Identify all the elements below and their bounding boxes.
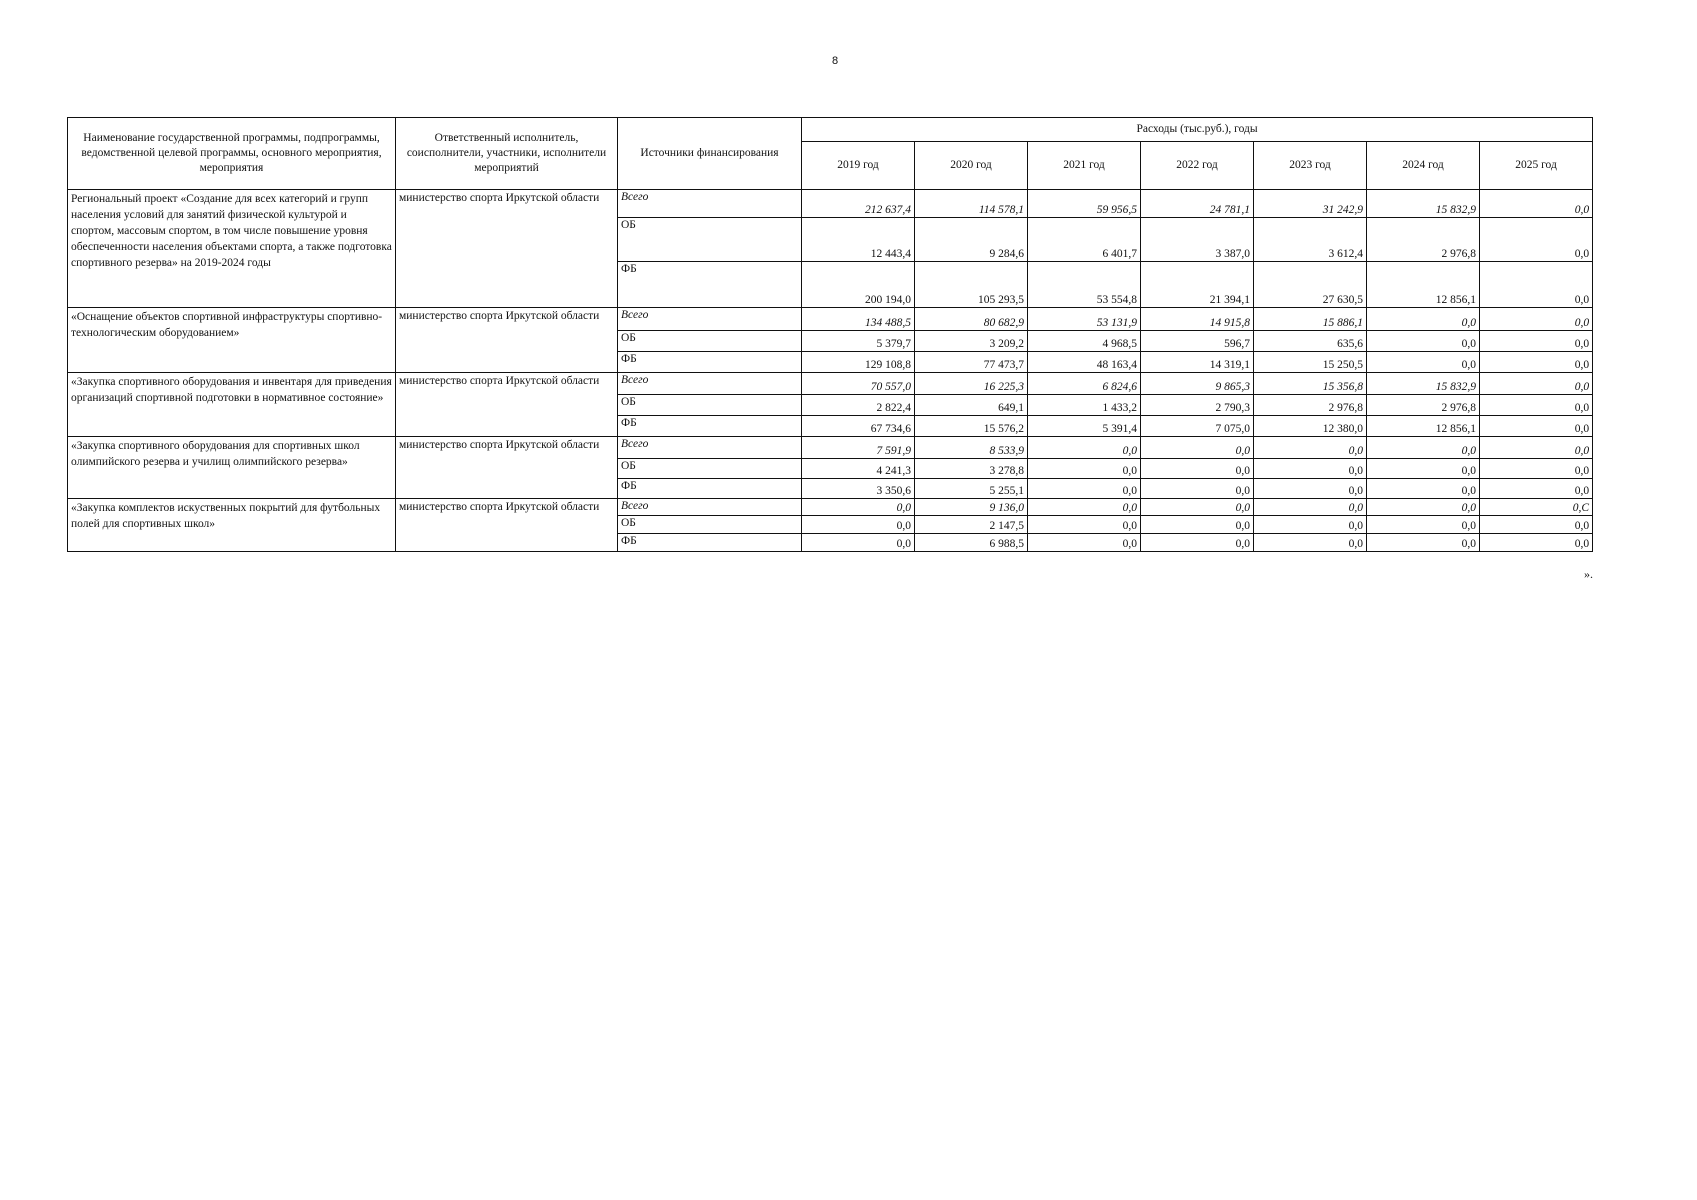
amount-cell-2019: 0,0 <box>802 534 915 552</box>
amount-cell-2024: 0,0 <box>1367 437 1480 459</box>
amount-cell-2020: 114 578,1 <box>915 190 1028 218</box>
amount-cell-2022: 3 387,0 <box>1141 218 1254 262</box>
amount-cell-2023: 3 612,4 <box>1254 218 1367 262</box>
funding-source-cell: Всего <box>618 437 802 459</box>
amount-cell-2024: 2 976,8 <box>1367 395 1480 416</box>
amount-cell-2020: 3 209,2 <box>915 331 1028 352</box>
amount-cell-2022: 0,0 <box>1141 459 1254 479</box>
amount-cell-2025: 0,0 <box>1480 479 1593 499</box>
table-row <box>68 190 1593 218</box>
amount-cell-2023: 0,0 <box>1254 499 1367 516</box>
funding-source-cell: ФБ <box>618 262 802 308</box>
amount-cell-2024: 12 856,1 <box>1367 416 1480 437</box>
program-name-cell: Региональный проект «Создание для всех категорий и групп населения условий для занятий физической культурой и спортом, массовым спортом, в том числе повышение уровня обеспеченности населения объектами спорта, а также подготовка спортивного резерва» на 2019-2024 годы <box>68 190 396 308</box>
amount-cell-2022: 0,0 <box>1141 516 1254 534</box>
header-expenses: Расходы (тыс.руб.), годы <box>802 118 1593 142</box>
amount-cell-2019: 2 822,4 <box>802 395 915 416</box>
closing-quote-mark: ». <box>1584 567 1593 581</box>
funding-source-cell: ФБ <box>618 479 802 499</box>
header-year-2020: 2020 год <box>915 142 1028 190</box>
amount-cell-2023: 2 976,8 <box>1254 395 1367 416</box>
amount-cell-2019: 12 443,4 <box>802 218 915 262</box>
executor-cell: министерство спорта Иркутской области <box>396 373 618 437</box>
amount-cell-2025: 0,0 <box>1480 459 1593 479</box>
amount-cell-2022: 9 865,3 <box>1141 373 1254 395</box>
amount-cell-2024: 0,0 <box>1367 516 1480 534</box>
table-row <box>68 308 1593 331</box>
amount-cell-2021: 48 163,4 <box>1028 352 1141 373</box>
header-year-2023: 2023 год <box>1254 142 1367 190</box>
funding-source-cell: Всего <box>618 373 802 395</box>
amount-cell-2023: 12 380,0 <box>1254 416 1367 437</box>
funding-source-cell: ОБ <box>618 331 802 352</box>
amount-cell-2025: 0,C <box>1480 499 1593 516</box>
amount-cell-2020: 2 147,5 <box>915 516 1028 534</box>
amount-cell-2024: 0,0 <box>1367 499 1480 516</box>
amount-cell-2022: 0,0 <box>1141 499 1254 516</box>
amount-cell-2019: 212 637,4 <box>802 190 915 218</box>
amount-cell-2023: 0,0 <box>1254 479 1367 499</box>
funding-source-cell: ОБ <box>618 395 802 416</box>
funding-source-cell: ФБ <box>618 352 802 373</box>
amount-cell-2023: 15 356,8 <box>1254 373 1367 395</box>
amount-cell-2021: 53 131,9 <box>1028 308 1141 331</box>
amount-cell-2024: 0,0 <box>1367 331 1480 352</box>
amount-cell-2020: 8 533,9 <box>915 437 1028 459</box>
header-year-2025: 2025 год <box>1480 142 1593 190</box>
amount-cell-2023: 0,0 <box>1254 437 1367 459</box>
funding-source-cell: Всего <box>618 499 802 516</box>
funding-source-cell: ФБ <box>618 534 802 552</box>
amount-cell-2021: 0,0 <box>1028 534 1141 552</box>
table-row <box>68 499 1593 516</box>
table-body <box>68 190 1593 552</box>
funding-source-cell: ФБ <box>618 416 802 437</box>
amount-cell-2019: 134 488,5 <box>802 308 915 331</box>
amount-cell-2021: 6 824,6 <box>1028 373 1141 395</box>
amount-cell-2020: 3 278,8 <box>915 459 1028 479</box>
amount-cell-2022: 24 781,1 <box>1141 190 1254 218</box>
amount-cell-2024: 2 976,8 <box>1367 218 1480 262</box>
funding-source-cell: Всего <box>618 190 802 218</box>
amount-cell-2022: 14 915,8 <box>1141 308 1254 331</box>
header-funding-source: Источники финансирования <box>618 118 802 190</box>
amount-cell-2020: 6 988,5 <box>915 534 1028 552</box>
amount-cell-2019: 200 194,0 <box>802 262 915 308</box>
amount-cell-2024: 12 856,1 <box>1367 262 1480 308</box>
amount-cell-2024: 0,0 <box>1367 459 1480 479</box>
amount-cell-2023: 27 630,5 <box>1254 262 1367 308</box>
executor-cell: министерство спорта Иркутской области <box>396 437 618 499</box>
amount-cell-2020: 16 225,3 <box>915 373 1028 395</box>
amount-cell-2025: 0,0 <box>1480 395 1593 416</box>
amount-cell-2020: 9 284,6 <box>915 218 1028 262</box>
amount-cell-2025: 0,0 <box>1480 534 1593 552</box>
amount-cell-2021: 1 433,2 <box>1028 395 1141 416</box>
amount-cell-2021: 0,0 <box>1028 499 1141 516</box>
amount-cell-2021: 0,0 <box>1028 516 1141 534</box>
amount-cell-2023: 15 250,5 <box>1254 352 1367 373</box>
amount-cell-2025: 0,0 <box>1480 331 1593 352</box>
program-name-cell: «Закупка спортивного оборудования для спортивных школ олимпийского резерва и училищ олимпийского резерва» <box>68 437 396 499</box>
program-name-cell: «Оснащение объектов спортивной инфраструктуры спортивно-технологическим оборудованием» <box>68 308 396 373</box>
amount-cell-2021: 0,0 <box>1028 479 1141 499</box>
amount-cell-2019: 3 350,6 <box>802 479 915 499</box>
budget-table <box>67 117 1593 552</box>
amount-cell-2024: 15 832,9 <box>1367 373 1480 395</box>
amount-cell-2023: 635,6 <box>1254 331 1367 352</box>
amount-cell-2022: 596,7 <box>1141 331 1254 352</box>
funding-source-cell: Всего <box>618 308 802 331</box>
table-row <box>68 373 1593 395</box>
page-number: 8 <box>831 55 839 67</box>
amount-cell-2019: 7 591,9 <box>802 437 915 459</box>
amount-cell-2022: 0,0 <box>1141 479 1254 499</box>
funding-source-cell: ОБ <box>618 218 802 262</box>
amount-cell-2019: 129 108,8 <box>802 352 915 373</box>
amount-cell-2021: 6 401,7 <box>1028 218 1141 262</box>
amount-cell-2024: 0,0 <box>1367 308 1480 331</box>
amount-cell-2022: 0,0 <box>1141 437 1254 459</box>
amount-cell-2025: 0,0 <box>1480 437 1593 459</box>
header-executor: Ответственный исполнитель, соисполнители, участники, исполнители мероприятий <box>396 118 618 190</box>
amount-cell-2023: 0,0 <box>1254 459 1367 479</box>
header-year-2019: 2019 год <box>802 142 915 190</box>
amount-cell-2025: 0,0 <box>1480 262 1593 308</box>
amount-cell-2024: 15 832,9 <box>1367 190 1480 218</box>
amount-cell-2025: 0,0 <box>1480 516 1593 534</box>
amount-cell-2020: 5 255,1 <box>915 479 1028 499</box>
header-year-2024: 2024 год <box>1367 142 1480 190</box>
amount-cell-2019: 4 241,3 <box>802 459 915 479</box>
amount-cell-2022: 14 319,1 <box>1141 352 1254 373</box>
executor-cell: министерство спорта Иркутской области <box>396 308 618 373</box>
amount-cell-2025: 0,0 <box>1480 190 1593 218</box>
program-name-cell: «Закупка комплектов искуственных покрытий для футбольных полей для спортивных школ» <box>68 499 396 552</box>
amount-cell-2025: 0,0 <box>1480 416 1593 437</box>
amount-cell-2024: 0,0 <box>1367 534 1480 552</box>
amount-cell-2022: 0,0 <box>1141 534 1254 552</box>
amount-cell-2023: 31 242,9 <box>1254 190 1367 218</box>
table-row <box>68 437 1593 459</box>
amount-cell-2020: 105 293,5 <box>915 262 1028 308</box>
funding-source-cell: ОБ <box>618 516 802 534</box>
amount-cell-2020: 77 473,7 <box>915 352 1028 373</box>
amount-cell-2023: 0,0 <box>1254 534 1367 552</box>
amount-cell-2020: 649,1 <box>915 395 1028 416</box>
amount-cell-2019: 70 557,0 <box>802 373 915 395</box>
amount-cell-2021: 4 968,5 <box>1028 331 1141 352</box>
amount-cell-2021: 5 391,4 <box>1028 416 1141 437</box>
amount-cell-2021: 0,0 <box>1028 459 1141 479</box>
amount-cell-2020: 80 682,9 <box>915 308 1028 331</box>
program-name-cell: «Закупка спортивного оборудования и инвентаря для приведения организаций спортивной подготовки в нормативное состояние» <box>68 373 396 437</box>
amount-cell-2019: 0,0 <box>802 516 915 534</box>
header-program-name: Наименование государственной программы, подпрограммы, ведомственной целевой программы, основного мероприятия, мероприятия <box>68 118 396 190</box>
amount-cell-2021: 0,0 <box>1028 437 1141 459</box>
amount-cell-2022: 2 790,3 <box>1141 395 1254 416</box>
amount-cell-2021: 59 956,5 <box>1028 190 1141 218</box>
amount-cell-2020: 15 576,2 <box>915 416 1028 437</box>
executor-cell: министерство спорта Иркутской области <box>396 190 618 308</box>
amount-cell-2019: 0,0 <box>802 499 915 516</box>
header-year-2022: 2022 год <box>1141 142 1254 190</box>
amount-cell-2023: 15 886,1 <box>1254 308 1367 331</box>
amount-cell-2025: 0,0 <box>1480 308 1593 331</box>
funding-source-cell: ОБ <box>618 459 802 479</box>
amount-cell-2021: 53 554,8 <box>1028 262 1141 308</box>
amount-cell-2022: 21 394,1 <box>1141 262 1254 308</box>
amount-cell-2024: 0,0 <box>1367 479 1480 499</box>
amount-cell-2025: 0,0 <box>1480 352 1593 373</box>
amount-cell-2019: 67 734,6 <box>802 416 915 437</box>
amount-cell-2019: 5 379,7 <box>802 331 915 352</box>
amount-cell-2025: 0,0 <box>1480 218 1593 262</box>
amount-cell-2020: 9 136,0 <box>915 499 1028 516</box>
header-year-2021: 2021 год <box>1028 142 1141 190</box>
amount-cell-2025: 0,0 <box>1480 373 1593 395</box>
amount-cell-2024: 0,0 <box>1367 352 1480 373</box>
amount-cell-2023: 0,0 <box>1254 516 1367 534</box>
amount-cell-2022: 7 075,0 <box>1141 416 1254 437</box>
executor-cell: министерство спорта Иркутской области <box>396 499 618 552</box>
